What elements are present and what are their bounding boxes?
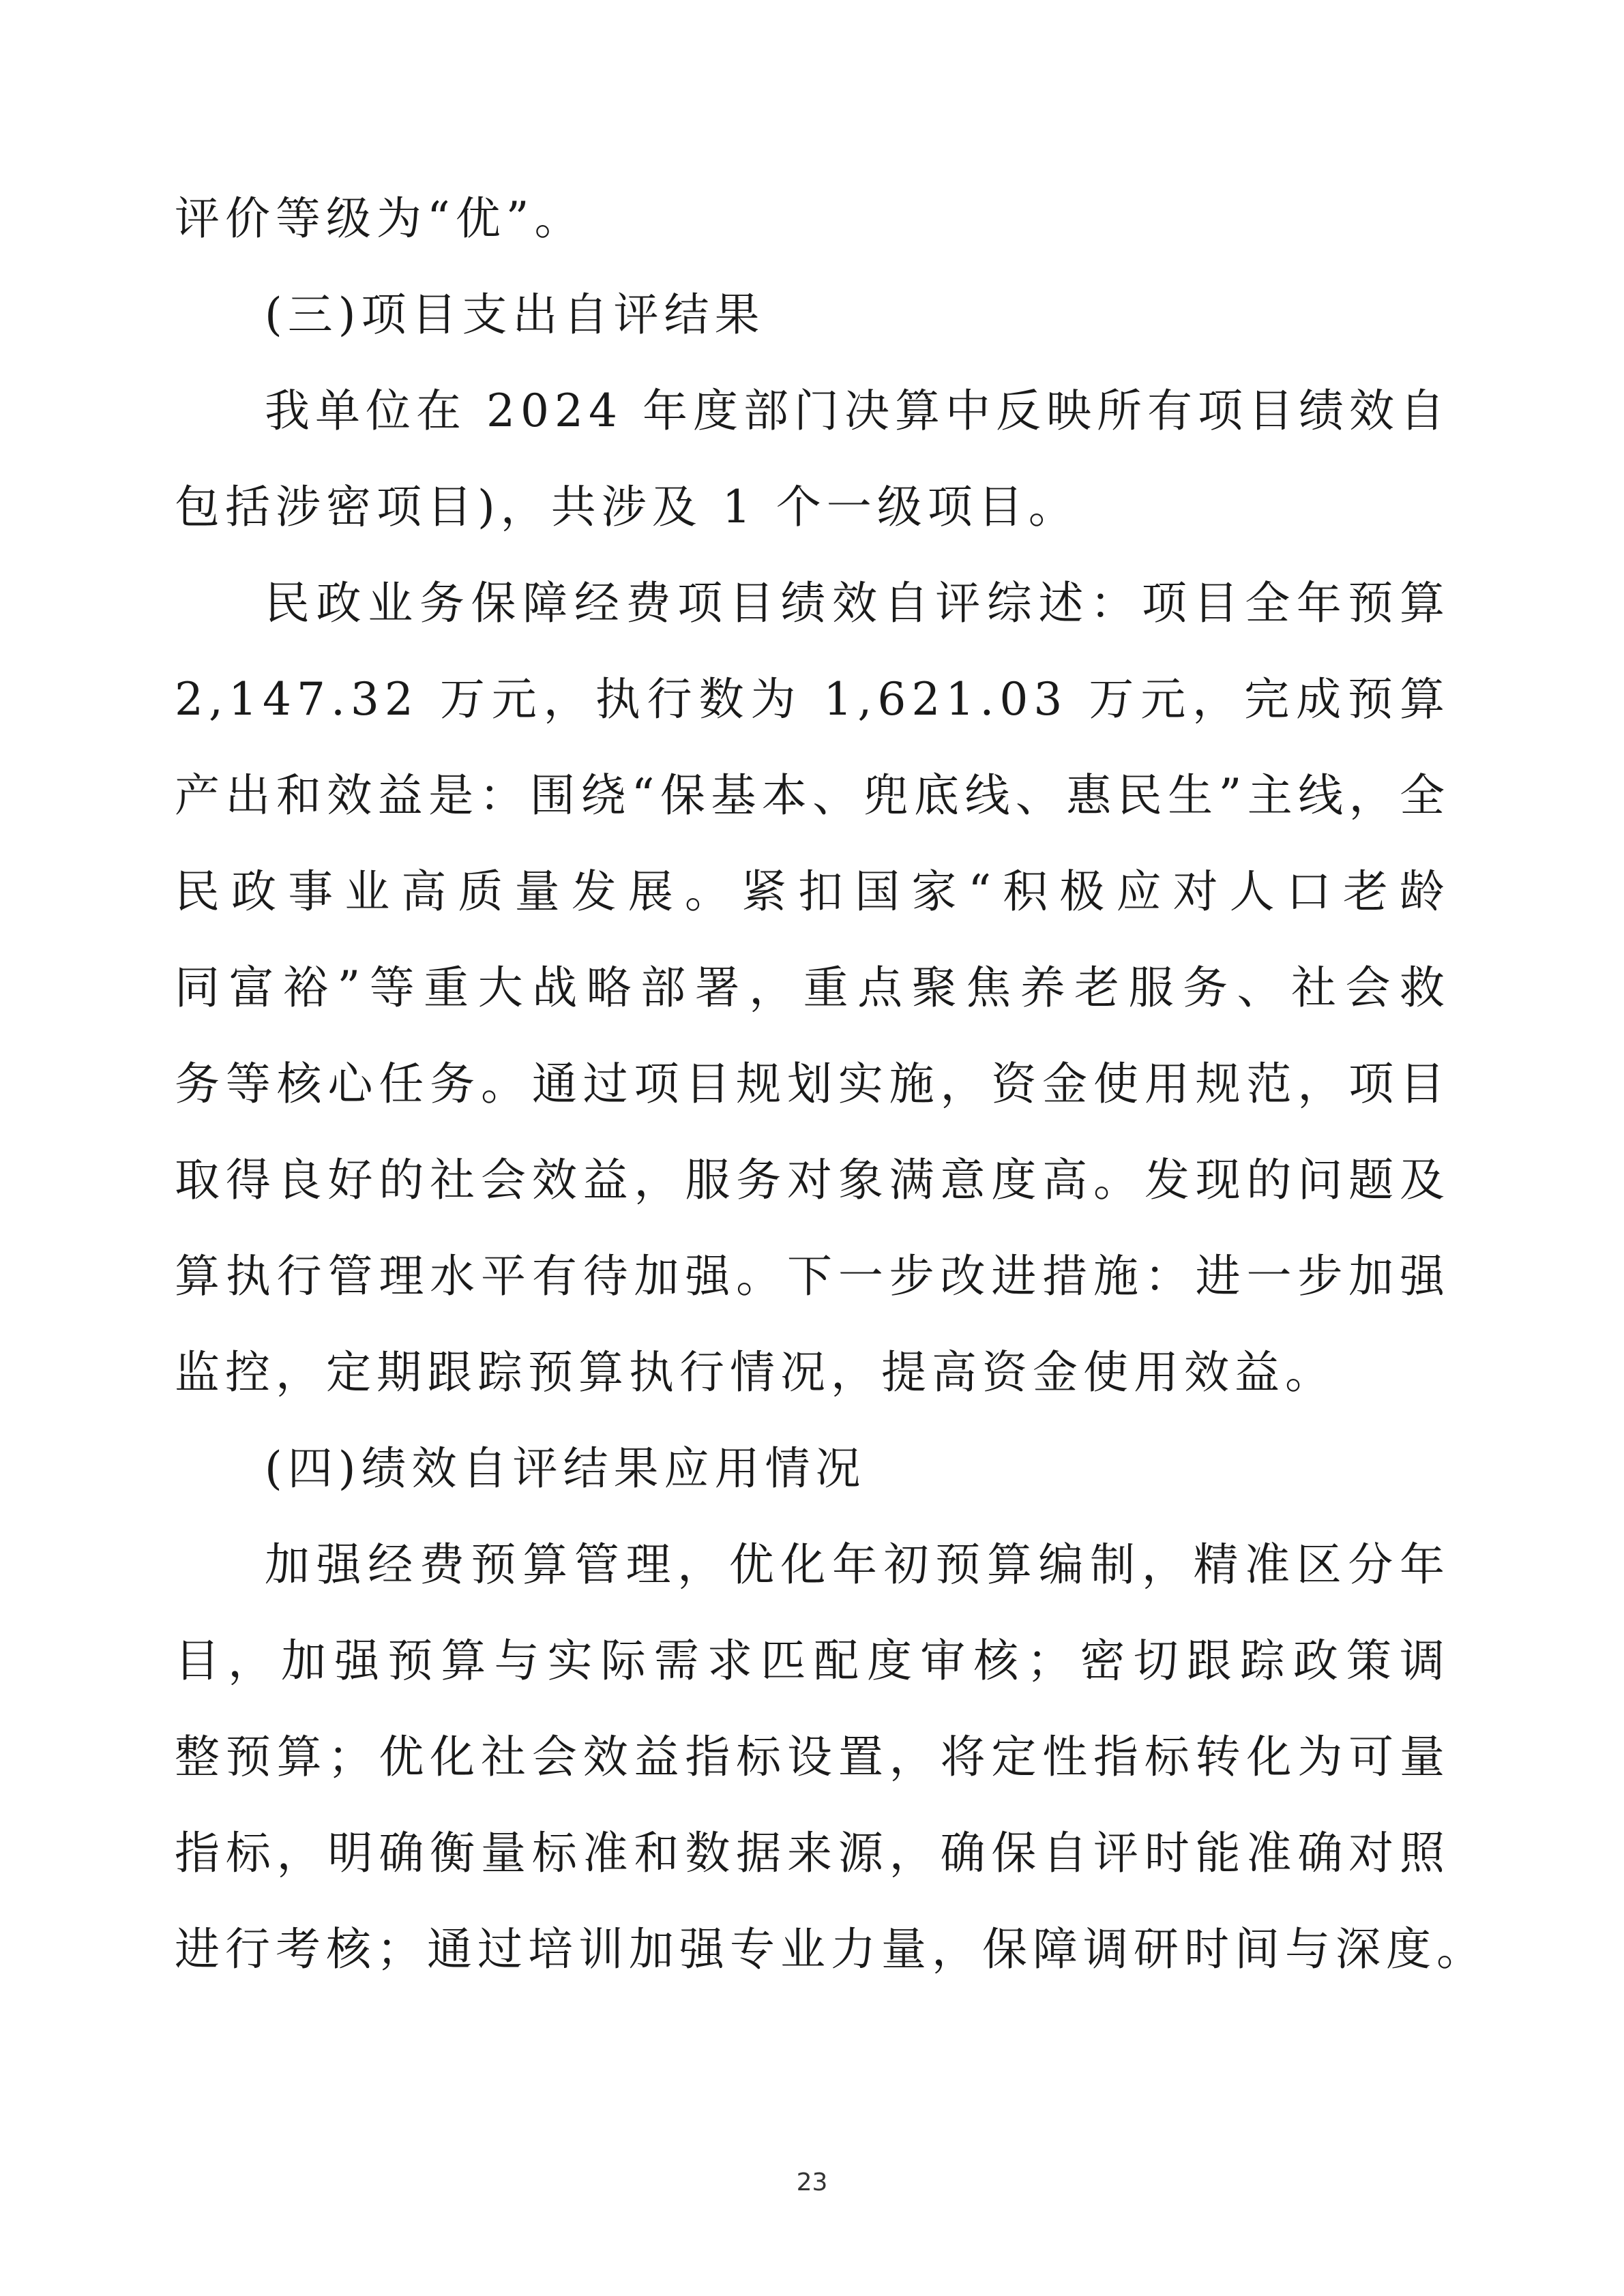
text-line: 指标，明确衡量标准和数据来源，确保自评时能准确对照 <box>175 1827 1450 1879</box>
text-line: 目，加强预算与实际需求匹配度审核；密切跟踪政策调 <box>175 1635 1450 1687</box>
text-line: 我单位在 2024 年度部门决算中反映所有项目绩效自 <box>265 385 1450 437</box>
text-line: 取得良好的社会效益，服务对象满意度高。发现的问题及 <box>175 1154 1450 1206</box>
page-number: 23 <box>796 2168 828 2196</box>
text-line: 产出和效益是：围绕“保基本、兜底线、惠民生”主线，全 <box>175 769 1450 822</box>
text-line: 2,147.32 万元，执行数为 1,621.03 万元，完成预算 <box>175 673 1450 726</box>
text-line: 民政业务保障经费项目绩效自评综述：项目全年预算 <box>265 577 1450 629</box>
text-line: 同富裕”等重大战略部署，重点聚焦养老服务、社会救 <box>175 961 1450 1014</box>
text-line: 加强经费预算管理，优化年初预算编制，精准区分年 <box>265 1538 1450 1591</box>
text-line: 民政事业高质量发展。紧扣国家“积极应对人口老龄 <box>175 865 1450 918</box>
body-text <box>175 170 1487 1997</box>
text-line: 算执行管理水平有待加强。下一步改进措施：进一步加强 <box>175 1250 1450 1302</box>
text-line: 务等核心任务。通过项目规划实施，资金使用规范，项目 <box>175 1058 1450 1110</box>
text-line: 监控，定期跟踪预算执行情况，提高资金使用效益。 <box>175 1346 1335 1399</box>
text-line: 进行考核；通过培训加强专业力量，保障调研时间与深度。 <box>175 1923 1487 1976</box>
section-heading-4: (四)绩效自评结果应用情况 <box>265 1442 866 1495</box>
text-line: 评价等级为“优”。 <box>175 192 585 245</box>
text-line: 整预算；优化社会效益指标设置，将定性指标转化为可量 <box>175 1731 1450 1783</box>
text-line: 包括涉密项目)，共涉及 1 个一级项目。 <box>175 481 1079 533</box>
section-heading-3: (三)项目支出自评结果 <box>265 288 765 341</box>
